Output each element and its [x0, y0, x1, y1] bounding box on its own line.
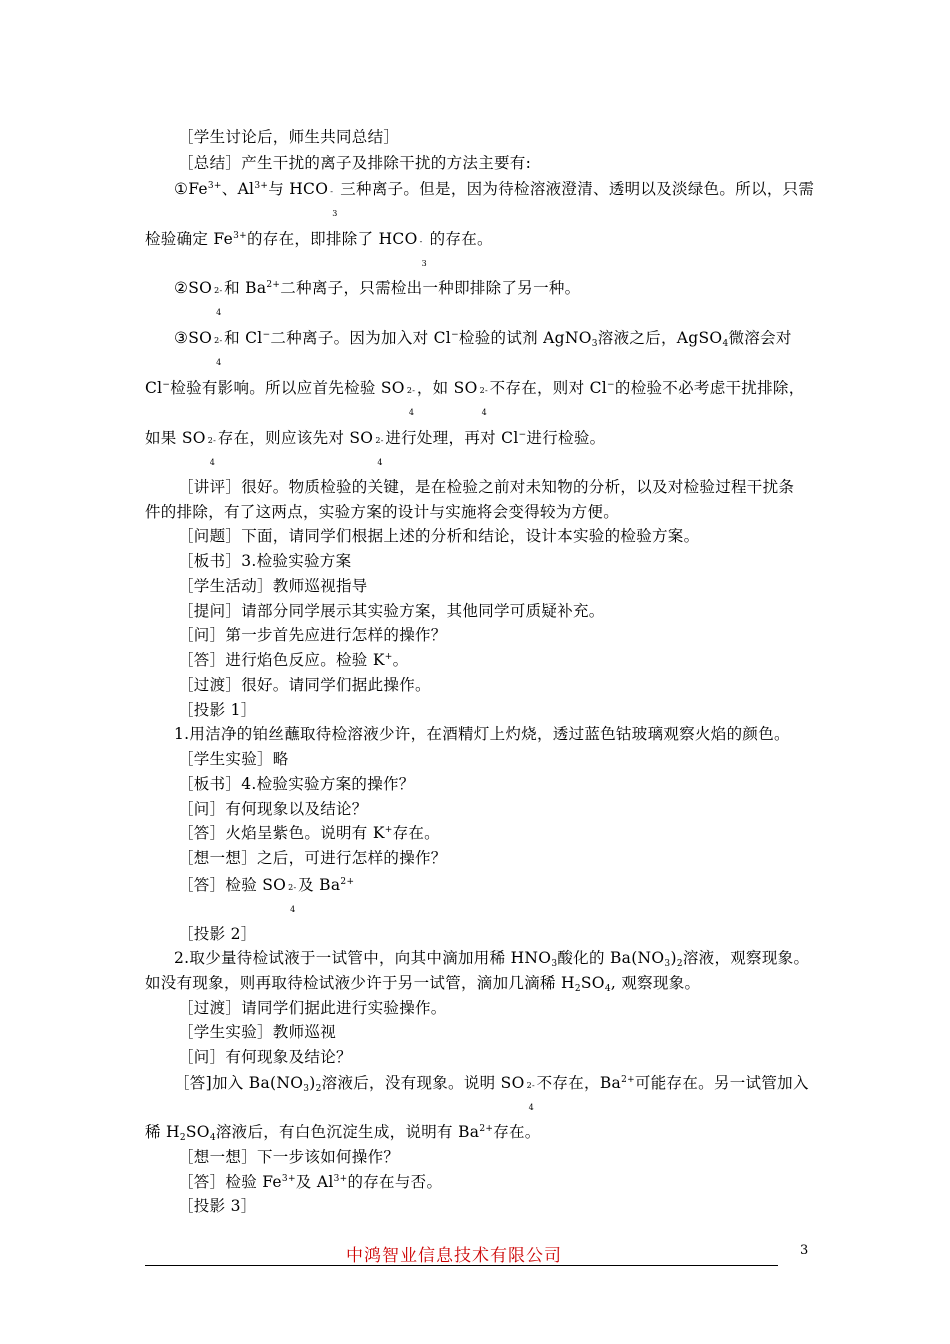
- text-line: ［讲评］很好。物质检验的关键，是在检验之前对未知物的分析，以及对检验过程干扰条: [178, 478, 795, 496]
- text-line: ［答］检验 SO 2- 4 及 $Ba^{2+}$: [178, 876, 355, 914]
- text-line: ［投影 2］: [178, 925, 257, 943]
- text-line: ［学生活动］教师巡视指导: [178, 577, 368, 595]
- text-line: $①Fe^{3+}$、$Al^{3+}$与 HCO - 3 三种离子。但是，因为待检溶液澄清、透明以及淡绿色。所以，只需: [174, 180, 815, 218]
- text-line: 2.取少量待检试液于一试管中，向其中滴加用稀 $HNO_3$酸化的 $Ba(NO_3)_2$溶液，观察现象。: [174, 949, 810, 969]
- text-line: ③SO 2- 4 和 Cl−二种离子。因为加入对 Cl−检验的试剂 AgNO$_3$溶液之后，AgSO$_4$微溶会对: [174, 329, 792, 367]
- text-line: ［答]加入 $Ba(NO_3)_2$溶液后，没有现象。说明 SO 2- 4 不存在，$Ba^{2+}$可能存在。另一试管加入: [174, 1074, 809, 1112]
- text-line: ［学生实验］略: [178, 750, 289, 768]
- text-line: ［答］火焰呈紫色。说明有 K+存在。: [178, 824, 440, 842]
- footer-divider: [145, 1265, 778, 1266]
- text-line: 检验确定 $Fe^{3+}$的存在，即排除了 HCO - 3 的存在。: [145, 230, 493, 268]
- text-line: ［答］进行焰色反应。检验 K+。: [178, 651, 409, 669]
- text-line: 如没有现象，则再取待检试液少许于另一试管，滴加几滴稀 $H_2SO_4$, 观察现象。: [145, 974, 701, 994]
- text-line: ［想一想］下一步该如何操作？: [178, 1148, 400, 1166]
- text-line: ［板书］4.检验实验方案的操作？: [178, 775, 415, 793]
- page-number: 3: [800, 1243, 809, 1258]
- text-line: ［学生实验］教师巡视: [178, 1023, 337, 1041]
- text-line: [178, 153, 848, 173]
- text-line: [178, 127, 848, 147]
- text-line: ［问］第一步首先应进行怎样的操作？: [178, 626, 447, 644]
- text-line: 1.用洁净的铂丝蘸取待检溶液少许，在酒精灯上灼烧，透过蓝色钴玻璃观察火焰的颜色。: [174, 725, 790, 743]
- footer-company-name: 中鸿智业信息技术有限公司: [346, 1246, 562, 1266]
- text-line: 如果 SO 2- 4 存在，则应该先对 SO 2- 4 进行处理，再对 Cl−进行检验。: [145, 429, 606, 467]
- summary-heading: ［总结］产生干扰的离子及排除干扰的方法主要有:: [178, 154, 532, 172]
- text-line: ［过渡］请同学们据此进行实验操作。: [178, 999, 447, 1017]
- text-line: Cl−检验有影响。所以应首先检验 SO 2- 4 ，如 SO 2- 4 不存在，则对 Cl−的检验不必考虑干扰排除，: [145, 379, 805, 417]
- text-line: ［投影 3］: [178, 1197, 257, 1215]
- text-line: 稀 $H_2SO_4$溶液后，有白色沉淀生成，说明有 $Ba^{2+}$存在。: [145, 1123, 541, 1143]
- discussion-heading: ［学生讨论后，师生共同总结］: [178, 128, 400, 146]
- text-line: 件的排除，有了这两点，实验方案的设计与实施将会变得较为方便。: [145, 503, 620, 521]
- text-line: ［提问］请部分同学展示其实验方案，其他同学可质疑补充。: [178, 602, 605, 620]
- text-line: ［板书］3.检验实验方案: [178, 552, 352, 570]
- text-line: ［问题］下面，请同学们根据上述的分析和结论，设计本实验的检验方案。: [178, 527, 700, 545]
- text-line: ［问］有何现象及结论？: [178, 1048, 352, 1066]
- text-line: ［想一想］之后，可进行怎样的操作？: [178, 849, 447, 867]
- text-line: ［过渡］很好。请同学们据此操作。: [178, 676, 431, 694]
- text-line: ［答］检验 $Fe^{3+}$及 $Al^{3+}$的存在与否。: [178, 1173, 443, 1191]
- text-line: ［投影 1］: [178, 701, 257, 719]
- text-line: ［问］有何现象以及结论？: [178, 800, 368, 818]
- text-line: ②SO 2- 4 和 $Ba^{2+}$二种离子，只需检出一种即排除了另一种。: [174, 279, 581, 317]
